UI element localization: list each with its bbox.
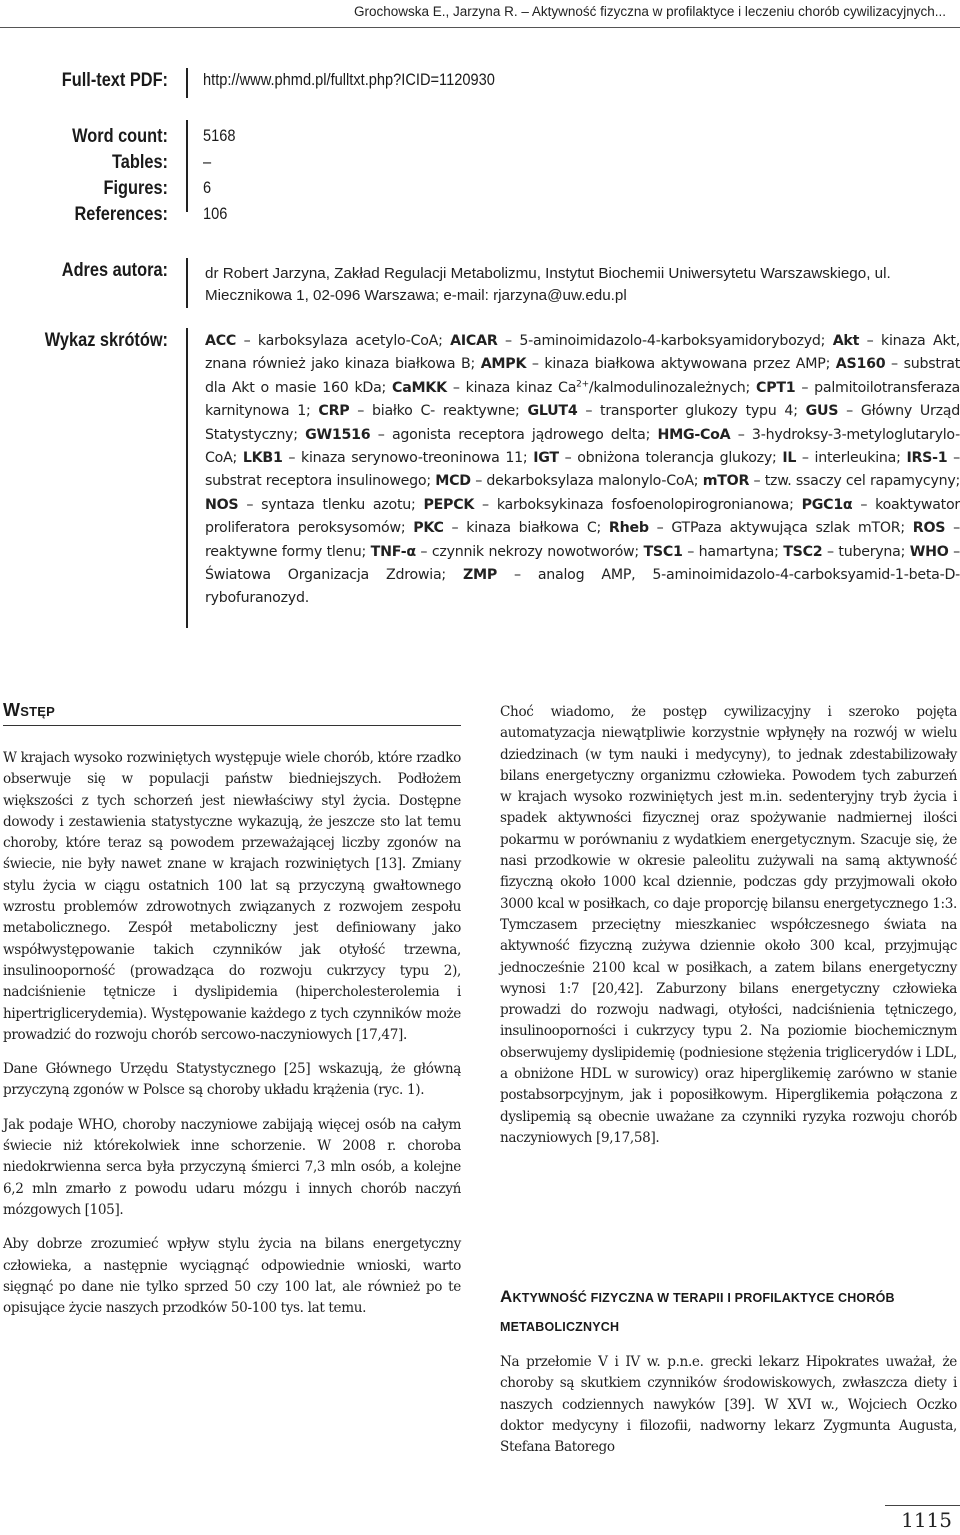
page-number: 1115 bbox=[901, 1508, 952, 1532]
meta-references-value: 106 bbox=[203, 204, 228, 223]
abbreviation-term: mTOR bbox=[702, 473, 750, 490]
abbreviation-term: NOS bbox=[205, 496, 239, 513]
abbreviation-definition: – czynnik nekrozy nowotworów bbox=[415, 543, 635, 560]
abbreviation-term: IGT bbox=[533, 450, 559, 467]
meta-wordcount-label: Word count: bbox=[72, 126, 168, 147]
abbreviation-definition: – koaktywator proliferatora peroksysomów bbox=[205, 496, 960, 537]
heading-rest-line2: METABOLICZNYCH bbox=[500, 1320, 620, 1334]
abbreviation-term: ROS bbox=[912, 520, 946, 537]
section2-body bbox=[500, 1352, 957, 1471]
meta-fulltext-label: Full-text PDF: bbox=[61, 70, 169, 91]
abbreviation-term: PKC bbox=[413, 520, 444, 537]
abbreviation-term: WHO bbox=[909, 543, 949, 560]
heading-initial: A bbox=[500, 1287, 513, 1306]
abbreviation-definition: – kinaza białkowa aktywowana przez AMP bbox=[526, 356, 826, 373]
meta-references bbox=[0, 204, 960, 228]
abbreviation-term: TNF-α bbox=[370, 543, 416, 560]
intro-paragraph-4: Aby dobrze zrozumieć wpływ stylu życia na bilans energetyczny człowieka, a następnie wyciągnąć odpowiednie wnioski, warto sięgnąć po dane nie tylko sprzed 50 czy 100 lat, ale również po te opisujące życie naszych przodków 50-100 tys. lat temu. bbox=[3, 1236, 461, 1317]
abbreviation-term: TSC1 bbox=[643, 543, 683, 560]
intro-paragraph-3: Jak podaje WHO, choroby naczyniowe zabijają więcej osób na całym świecie niż którekolwiek inne schorzenie. W 2008 r. choroba niedokrwienna serca była przyczyną śmierci 7,3 mln osób, a kolejne 6,2 mln zmarło z powodu udaru mózgu i innych chorób naczyń mózgowych [105]. bbox=[3, 1116, 461, 1218]
abbreviation-term: AS160 bbox=[835, 356, 886, 373]
abbreviation-term: GLUT4 bbox=[527, 403, 578, 420]
address-divider bbox=[186, 258, 188, 308]
abbreviation-definition: – GTPaza aktywująca szlak mTOR bbox=[648, 520, 901, 537]
heading-rest: KTYWNOŚĆ FIZYCZNA W TERAPII I PROFILAKTYCE CHORÓB bbox=[512, 1291, 895, 1305]
abbreviation-definition: – kinaza kinaz $Ca^{2+}$/kalmodulinozależnych bbox=[446, 379, 746, 396]
abbreviation-term: CRP bbox=[318, 403, 350, 420]
meta-wordcount bbox=[0, 126, 960, 150]
meta-divider-1 bbox=[186, 68, 188, 98]
abbreviation-term: LKB1 bbox=[242, 450, 283, 467]
abbreviation-term: PEPCK bbox=[423, 496, 475, 513]
abbreviation-definition: – 5-aminoimidazolo-4-karboksyamidorybozyd bbox=[497, 333, 821, 349]
abbreviation-definition: – kinaza Akt, znana również jako kinaza białkowa B bbox=[205, 333, 960, 373]
abbreviations-label: Wykaz skrótów: bbox=[44, 330, 168, 351]
meta-tables-value: – bbox=[203, 152, 212, 171]
abbreviation-definition: – substrat receptora insulinowego bbox=[205, 450, 960, 490]
abbreviation-term: Rheb bbox=[608, 520, 649, 537]
right-column bbox=[500, 702, 957, 1162]
meta-references-label: References: bbox=[74, 204, 168, 225]
abbreviation-term: AICAR bbox=[450, 333, 498, 349]
abbreviation-term: TSC2 bbox=[783, 543, 823, 560]
meta-wordcount-value: 5168 bbox=[203, 126, 236, 145]
section-heading-physical-activity bbox=[500, 1283, 958, 1341]
abbreviation-definition: – kinaza białkowa C bbox=[443, 520, 597, 537]
abbreviation-definition: – transporter glukozy typu 4 bbox=[577, 403, 794, 420]
abbreviation-definition: – Światowa Organizacja Zdrowia bbox=[205, 543, 960, 584]
heading-rest: STĘP bbox=[20, 704, 55, 719]
meta-figures-value: 6 bbox=[203, 178, 212, 197]
abbreviation-term: PGC1α bbox=[801, 496, 853, 513]
abbreviation-term: MCD bbox=[435, 473, 471, 490]
section-heading-introduction bbox=[3, 700, 461, 726]
meta-tables-label: Tables: bbox=[112, 152, 168, 173]
abbreviation-definition: – karboksylaza acetylo-CoA bbox=[236, 333, 439, 349]
abbreviation-definition: – dekarboksylaza malonylo-CoA bbox=[470, 473, 694, 490]
abbreviation-term: ACC bbox=[205, 333, 237, 349]
abbreviation-definition: – hamartyna bbox=[682, 543, 775, 560]
left-column bbox=[3, 748, 461, 1332]
abbreviation-term: IRS-1 bbox=[906, 450, 948, 467]
abbreviation-term: AMPK bbox=[480, 356, 527, 373]
address-label: Adres autora: bbox=[61, 260, 168, 281]
abbreviations-divider bbox=[186, 328, 188, 628]
abbreviation-definition: – reaktywne formy tlenu bbox=[205, 520, 960, 560]
meta-figures bbox=[0, 178, 960, 202]
abbreviation-definition: – Główny Urząd Statystyczny bbox=[205, 403, 960, 443]
abbreviation-definition: – obniżona tolerancja glukozy bbox=[558, 450, 773, 467]
abbreviation-term: GUS bbox=[805, 403, 839, 420]
abbreviation-term: ZMP bbox=[462, 567, 498, 584]
abbreviation-definition: – kinaza serynowo-treoninowa 11 bbox=[282, 450, 523, 467]
abbreviation-definition: – palmitoilotransferaza karnitynowa 1 bbox=[205, 379, 960, 420]
intro-paragraph-5: Choć wiadomo, że postęp cywilizacyjny i szeroko pojęta automatyzacja niewątpliwie korzystnie wpłynęły na rozwój w wielu dziedzinach (w tym nauki i medycyny), to jednak zdestabilizowały bilans energetyczny organizmu człowieka. Powodem tych zaburzeń w krajach wysoko rozwiniętych jest m.in. sedenteryjny tryb życia i spadek aktywności fizycznej oraz spożywanie nadmiernej ilości pokarmu w porównaniu z wydatkiem energetycznym. Szacuje się, że nasi przodkowie w okresie paleolitu zużywali na samą aktywność fizyczną około 1000 kcal dziennie, podczas gdy przyjmowali około 3000 kcal w posiłkach, co daje proporcję bilansu energetycznego 1:3. Tymczasem przeciętny mieszkaniec współczesnego świata na aktywność fizyczną zużywa dziennie około 300 kcal, przyjmując jednocześnie 2100 kcal w posiłkach, a zatem bilans energetyczny wynosi 1:7 [20,42]. Zaburzony bilans energetyczny człowieka prowadzi do rozwoju nadwagi, otyłości, nadciśnienia tętniczego, insulinooporności i cukrzycy typu 2. Na poziomie biochemicznym obserwujemy dyslipidemię (podniesione stężenia triglicerydów i LDL, a obniżone HDL w surowicy) oraz hiperglikemię zarówno w stanie postabsorpcyjnym, jak i poposiłkowym. Hiperglikemia połączona z dyslipemią są obecnie uważane za czynniki ryzyka rozwoju chorób naczyniowych [9,17,58]. bbox=[500, 704, 957, 1146]
abbreviation-term: CaMKK bbox=[392, 379, 447, 396]
meta-fulltext bbox=[0, 70, 960, 94]
abbreviation-definition: – białko C- reaktywne bbox=[349, 403, 516, 420]
heading-initial: W bbox=[3, 700, 21, 720]
abbreviation-term: HMG-CoA bbox=[657, 426, 731, 443]
abbreviation-definition: – tuberyna bbox=[822, 543, 901, 560]
section2-paragraph-1: Na przełomie V i IV w. p.n.e. grecki lekarz Hipokrates uważał, że choroby są skutkiem czynników środowiskowych, zwłaszcza diety i naszych codziennych nawyków [39]. W XVI w., Wojciech Oczko doktor medycyny i filozofii, nadworny lekarz Zygmunta Augusta, Stefana Batorego bbox=[500, 1354, 957, 1456]
abbreviation-definition: – interleukina bbox=[796, 450, 897, 467]
running-header: Grochowska E., Jarzyna R. – Aktywność fizyczna w profilaktyce i leczeniu chorób cywilizacyjnych... bbox=[354, 4, 946, 19]
header-rule bbox=[0, 27, 960, 28]
meta-tables bbox=[0, 152, 960, 176]
meta-fulltext-link[interactable]: http://www.phmd.pl/fulltxt.php?ICID=1120930 bbox=[203, 70, 495, 89]
abbreviation-definition: – substrat dla Akt o masie 160 kDa bbox=[205, 356, 960, 396]
abbreviation-definition: – analog AMP, 5-aminoimidazolo-4-carboksyamid-1-beta-D-rybofuranozyd. bbox=[205, 567, 960, 607]
abbreviation-term: CPT1 bbox=[756, 379, 796, 396]
abbreviation-term: Akt bbox=[832, 333, 860, 349]
abbreviation-term: GW1516 bbox=[305, 426, 371, 443]
abbreviations-list: ACC – karboksylaza acetylo-CoA; AICAR – 5-aminoimidazolo-4-karboksyamidorybozyd; Akt – kinaza Akt, znana również jako kinaza białkowa B; AMPK – kinaza białkowa aktywowana przez AMP; AS160 – substrat dla Akt o masie 160 kDa; CaMKK – kinaza kinaz $Ca^{2+}$/kalmodulinozależnych; CPT1 – palmitoilotransferaza karnitynowa 1; CRP – białko C- reaktywne; GLUT4 – transporter glukozy typu 4; GUS – Główny Urząd Statystyczny; GW1516 – agonista receptora jądrowego delta; HMG-CoA – 3-hydroksy-3-metyloglutarylo-CoA; LKB1 – kinaza serynowo-treoninowa 11; IGT – obniżona tolerancja glukozy; IL – interleukina; IRS-1 – substrat receptora insulinowego; MCD – dekarboksylaza malonylo-CoA; mTOR – tzw. ssaczy cel rapamycyny; NOS – syntaza tlenku azotu; PEPCK – karboksykinaza fosfoenolopirogronianowa; PGC1α – koaktywator proliferatora peroksysomów; PKC – kinaza białkowa C; Rheb – GTPaza aktywująca szlak mTOR; ROS – reaktywne formy tlenu; TNF-α – czynnik nekrozy nowotworów; TSC1 – hamartyna; TSC2 – tuberyna; WHO – Światowa Organizacja Zdrowia; ZMP – analog AMP, 5-aminoimidazolo-4-carboksyamid-1-beta-D-rybofuranozyd. bbox=[205, 333, 960, 607]
abbreviation-definition: – 3-hydroksy-3-metyloglutarylo-CoA bbox=[205, 426, 960, 467]
abbreviation-term: IL bbox=[782, 450, 797, 467]
intro-paragraph-2: Dane Głównego Urzędu Statystycznego [25] wskazują, że główną przyczyną zgonów w Polsce są choroby układu krążenia (ryc. 1). bbox=[3, 1061, 461, 1099]
meta-figures-label: Figures: bbox=[103, 178, 168, 199]
intro-paragraph-1: W krajach wysoko rozwiniętych występuje wiele chorób, które rzadko obserwuje się w populacji państw biedniejszych. Podłożem większości z tych schorzeń jest niewłaściwy styl życia. Dostępne dowody i zestawienia statystyczne wykazują, że jeszcze sto lat temu choroby, które teraz są powodem przeważającej liczby zgonów na świecie, nie były nawet znane w krajach rozwiniętych [13]. Zmiany stylu życia w ciągu ostatnich 100 lat są przyczyną gwałtownego wzrostu problemów zdrowotnych związanych z rozwojem zespołu metabolicznego. Zespół metaboliczny jest definiowany jako współwystępowanie takich czynników jak otyłość trzewna, insulinooporność (prowadząca do rozwoju cukrzycy typu 2), nadciśnienie tętnicze i dyslipidemia (hipercholesterolemia i hipertriglicerydemia). Występowanie każdego z tych czynników może prowadzić do rozwoju chorób sercowo-naczyniowych [17,47]. bbox=[3, 750, 461, 1043]
address-text: dr Robert Jarzyna, Zakład Regulacji Metabolizmu, Instytut Biochemii Uniwersytetu Warszawskiego, ul. Miecznikowa 1, 02-096 Warszawa; e-mail: rjarzyna@uw.edu.pl bbox=[205, 265, 891, 304]
abbreviation-definition: – tzw. ssaczy cel rapamycyny bbox=[749, 473, 956, 490]
abbreviation-definition: – agonista receptora jądrowego delta bbox=[370, 426, 646, 443]
meta-divider-2 bbox=[186, 120, 188, 212]
abbreviation-definition: – syntaza tlenku azotu bbox=[238, 496, 411, 513]
abbreviation-definition: – karboksykinaza fosfoenolopirogronianowa bbox=[474, 496, 790, 513]
footer-rule bbox=[885, 1505, 960, 1506]
